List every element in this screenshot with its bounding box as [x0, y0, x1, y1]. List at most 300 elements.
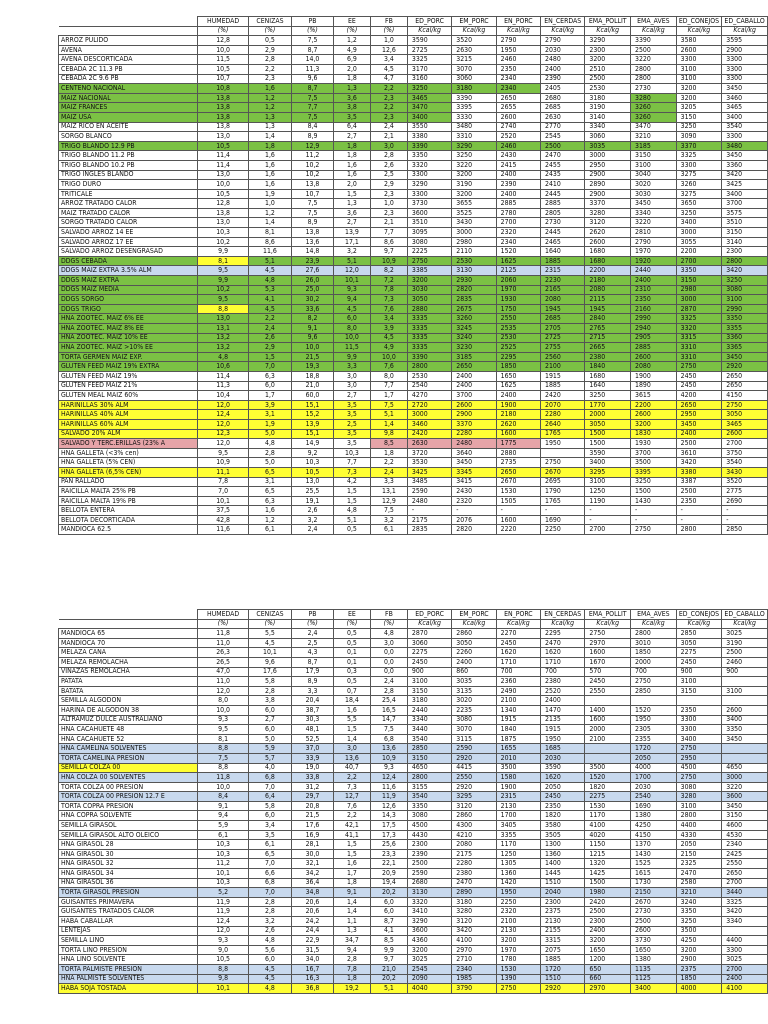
value-cell: 1850: [496, 362, 540, 372]
value-cell: 1700: [631, 773, 677, 783]
units-header-row: [59, 619, 768, 629]
value-cell: 1885: [541, 256, 585, 266]
value-cell: 3180: [585, 93, 631, 103]
value-cell: 8,8: [198, 964, 249, 974]
table-row: [59, 352, 768, 362]
value-cell: 2730: [631, 84, 677, 94]
table-row: [59, 974, 768, 984]
value-cell: 4020: [585, 830, 631, 840]
value-cell: 33,9: [292, 753, 334, 763]
column-header-cell: HUMEDAD: [198, 610, 249, 620]
value-cell: 8,8: [198, 763, 249, 773]
value-cell: 19,2: [333, 984, 370, 994]
value-cell: [722, 677, 768, 687]
value-cell: 42,1: [333, 821, 370, 831]
value-cell: 10,5: [198, 189, 249, 199]
value-cell: 11,6: [248, 247, 291, 257]
value-cell: 3060: [407, 638, 451, 648]
value-cell: 2340: [496, 84, 540, 94]
value-cell: 0,5: [333, 525, 370, 535]
ingredient-name-cell: BATATA: [59, 686, 198, 696]
value-cell: 2600: [722, 429, 768, 439]
value-cell: 3450: [722, 84, 768, 94]
value-cell: 7,5: [292, 112, 334, 122]
value-cell: 3250: [722, 276, 768, 286]
value-cell: 1,4: [370, 419, 407, 429]
value-cell: 8,8: [198, 744, 249, 754]
value-cell: 7,0: [198, 487, 249, 497]
value-cell: 3,3: [292, 686, 334, 696]
value-cell: 10,8: [198, 84, 249, 94]
ingredient-name-cell: BELLOTA DECORTICADA: [59, 515, 198, 525]
ingredient-name-cell: SORGO BLANCO: [59, 132, 198, 142]
value-cell: 3215: [452, 55, 496, 65]
value-cell: 2550: [452, 773, 496, 783]
value-cell: 3450: [722, 352, 768, 362]
value-cell: 7,3: [333, 782, 370, 792]
value-cell: 1,5: [333, 725, 370, 735]
value-cell: 12,9: [370, 496, 407, 506]
value-cell: 3520: [452, 36, 496, 46]
value-cell: 7,5: [198, 753, 249, 763]
value-cell: 2880: [496, 448, 540, 458]
value-cell: 2860: [452, 811, 496, 821]
value-cell: 7,0: [248, 362, 291, 372]
value-cell: 2270: [496, 629, 540, 639]
value-cell: 2800: [631, 74, 677, 84]
table-row: [59, 648, 768, 658]
table-row: [59, 725, 768, 735]
value-cell: 3220: [452, 160, 496, 170]
value-cell: 2100: [496, 696, 540, 706]
value-cell: 6,8: [248, 878, 291, 888]
value-cell: 3,5: [333, 400, 370, 410]
value-cell: 2885: [541, 199, 585, 209]
value-cell: 20,6: [292, 897, 334, 907]
value-cell: 3185: [452, 352, 496, 362]
value-cell: 3300: [722, 132, 768, 142]
value-cell: 3460: [407, 419, 451, 429]
value-cell: 2500: [631, 45, 677, 55]
value-cell: 3170: [407, 64, 451, 74]
value-cell: 1445: [541, 869, 585, 879]
value-cell: 1930: [496, 295, 540, 305]
value-cell: 1840: [585, 362, 631, 372]
value-cell: 2870: [676, 304, 722, 314]
value-cell: 3200: [676, 84, 722, 94]
value-cell: 11,8: [198, 629, 249, 639]
value-cell: 2695: [541, 477, 585, 487]
table-row: [59, 448, 768, 458]
value-cell: 3200: [676, 945, 722, 955]
value-cell: 3250: [407, 84, 451, 94]
value-cell: 3230: [452, 343, 496, 353]
value-cell: 4000: [676, 984, 722, 994]
value-cell: 1625: [496, 256, 540, 266]
value-cell: 1770: [585, 400, 631, 410]
value-cell: 1,4: [248, 218, 291, 228]
table-row: [59, 955, 768, 965]
value-cell: 2445: [541, 189, 585, 199]
table-row: [59, 237, 768, 247]
value-cell: 12,8: [198, 36, 249, 46]
value-cell: 3400: [676, 218, 722, 228]
value-cell: 4650: [722, 763, 768, 773]
value-cell: 2300: [722, 247, 768, 257]
value-cell: 27,6: [292, 266, 334, 276]
table-row: [59, 773, 768, 783]
value-cell: 2,8: [248, 897, 291, 907]
value-cell: 1340: [496, 705, 540, 715]
value-cell: 2455: [541, 160, 585, 170]
value-cell: 2600: [676, 45, 722, 55]
table-row: [59, 936, 768, 946]
value-cell: 2750: [631, 525, 677, 535]
table-row: [59, 638, 768, 648]
value-cell: 3315: [676, 333, 722, 343]
value-cell: 3345: [452, 467, 496, 477]
value-cell: 3390: [452, 93, 496, 103]
value-cell: 1320: [585, 859, 631, 869]
table-row: [59, 55, 768, 65]
value-cell: 2400: [541, 64, 585, 74]
value-cell: 2160: [631, 304, 677, 314]
value-cell: 10,3: [198, 228, 249, 238]
value-cell: 2280: [452, 429, 496, 439]
value-cell: 3655: [452, 199, 496, 209]
value-cell: 2650: [496, 93, 540, 103]
value-cell: 3,0: [333, 744, 370, 754]
value-cell: 2420: [407, 429, 451, 439]
value-cell: -: [407, 506, 451, 516]
value-cell: 2545: [407, 964, 451, 974]
value-cell: 3290: [585, 36, 631, 46]
column-header-cell: ED_PORC: [407, 610, 451, 620]
value-cell: 9,6: [248, 657, 291, 667]
ingredient-name-cell: MAIZ RICO EN ACEITE: [59, 122, 198, 132]
value-cell: 3100: [631, 160, 677, 170]
value-cell: 2500: [676, 487, 722, 497]
value-cell: 2800: [631, 64, 677, 74]
ingredient-name-cell: CENTENO NACIONAL: [59, 84, 198, 94]
value-cell: 3200: [631, 419, 677, 429]
value-cell: 1250: [585, 487, 631, 497]
ingredient-name-cell: DDGS CEBADA: [59, 256, 198, 266]
value-cell: 13,0: [198, 132, 249, 142]
value-cell: 2600: [452, 400, 496, 410]
column-header-cell: EE: [333, 610, 370, 620]
value-cell: 4,8: [370, 629, 407, 639]
value-cell: 2970: [585, 984, 631, 994]
table-row: [59, 821, 768, 831]
value-cell: 3025: [722, 629, 768, 639]
value-cell: 2,6: [248, 333, 291, 343]
ingredient-name-cell: MELAZA CAÑA: [59, 648, 198, 658]
value-cell: 17,6: [292, 821, 334, 831]
value-cell: 3035: [452, 677, 496, 687]
value-cell: 2,2: [370, 103, 407, 113]
value-cell: 3120: [452, 801, 496, 811]
value-cell: 6,1: [198, 830, 249, 840]
value-cell: 4,5: [370, 64, 407, 74]
value-cell: 2800: [631, 629, 677, 639]
value-cell: 3580: [676, 36, 722, 46]
ingredient-name-cell: RAICILLA MALTA 25% PB: [59, 487, 198, 497]
ingredient-name-cell: TORTA GIRASOL PRESION: [59, 888, 198, 898]
value-cell: 2415: [496, 160, 540, 170]
value-cell: 1780: [496, 955, 540, 965]
value-cell: 1640: [541, 247, 585, 257]
value-cell: 3310: [676, 352, 722, 362]
table-row: [59, 696, 768, 706]
value-cell: 3400: [722, 189, 768, 199]
value-cell: -: [722, 515, 768, 525]
value-cell: 3325: [676, 314, 722, 324]
value-cell: 1380: [631, 811, 677, 821]
value-cell: 2470: [541, 638, 585, 648]
value-cell: 2500: [585, 74, 631, 84]
value-cell: 8,8: [198, 304, 249, 314]
value-cell: 3150: [676, 276, 722, 286]
value-cell: 1710: [541, 657, 585, 667]
value-cell: 10,0: [198, 705, 249, 715]
value-cell: [722, 753, 768, 763]
ingredient-name-cell: SORGO TRATADO CALOR: [59, 218, 198, 228]
value-cell: 3,6: [333, 208, 370, 218]
value-cell: 3025: [722, 955, 768, 965]
value-cell: 3325: [722, 897, 768, 907]
value-cell: 2450: [676, 371, 722, 381]
value-cell: 1620: [541, 648, 585, 658]
value-cell: 9,7: [370, 955, 407, 965]
value-cell: 1950: [496, 888, 540, 898]
ingredient-name-cell: HARINILLAS 60% ALM: [59, 419, 198, 429]
value-cell: 2470: [452, 878, 496, 888]
value-cell: 1600: [496, 515, 540, 525]
value-cell: 700: [541, 667, 585, 677]
value-cell: 2500: [722, 648, 768, 658]
value-cell: -: [676, 506, 722, 516]
value-cell: 2135: [541, 715, 585, 725]
value-cell: 3400: [585, 458, 631, 468]
value-cell: 0,5: [333, 677, 370, 687]
value-cell: 3440: [407, 725, 451, 735]
value-cell: 2230: [541, 276, 585, 286]
ingredient-name-cell: HARINILLAS 30% ALM: [59, 400, 198, 410]
value-cell: 32,1: [292, 859, 334, 869]
table-row: [59, 830, 768, 840]
value-cell: 3300: [676, 725, 722, 735]
value-cell: 2,2: [333, 811, 370, 821]
value-cell: 9,1: [333, 888, 370, 898]
value-cell: 2725: [541, 333, 585, 343]
value-cell: 25,4: [370, 696, 407, 706]
value-cell: 2600: [631, 410, 677, 420]
value-cell: 2460: [496, 141, 540, 151]
value-cell: 6,0: [333, 314, 370, 324]
value-cell: 1890: [631, 381, 677, 391]
value-cell: 3320: [407, 160, 451, 170]
column-header-cell: EM_PORC: [452, 17, 496, 27]
column-header-cell: EN_CERDAS: [541, 610, 585, 620]
value-cell: 2735: [496, 458, 540, 468]
table-row: [59, 753, 768, 763]
unit-header-cell: Kcal/kg: [496, 619, 540, 629]
feed-table-1: [58, 16, 768, 535]
value-cell: 3525: [452, 208, 496, 218]
table-row: [59, 487, 768, 497]
value-cell: 8,1: [248, 228, 291, 238]
value-cell: 12,4: [198, 410, 249, 420]
value-cell: 4,5: [248, 304, 291, 314]
unit-header-cell: (%): [198, 619, 249, 629]
value-cell: 1,3: [333, 84, 370, 94]
value-cell: 660: [585, 974, 631, 984]
value-cell: 3300: [722, 74, 768, 84]
value-cell: 14,7: [370, 715, 407, 725]
value-cell: 3480: [722, 141, 768, 151]
ingredient-name-cell: ARROZ PULIDO: [59, 36, 198, 46]
table-row: [59, 333, 768, 343]
value-cell: 6,5: [248, 467, 291, 477]
value-cell: 3360: [722, 333, 768, 343]
value-cell: 1625: [496, 381, 540, 391]
ingredient-name-cell: ARROZ TRATADO CALOR: [59, 199, 198, 209]
ingredient-name-cell: HNA GALLETA (<3% cen): [59, 448, 198, 458]
table-row: [59, 496, 768, 506]
value-cell: 2810: [631, 228, 677, 238]
value-cell: 2,7: [248, 715, 291, 725]
value-cell: 1875: [496, 734, 540, 744]
header-blank-cell: [59, 619, 198, 629]
ingredient-name-cell: DDGS MAIZ EXTRA 3.5% ALM: [59, 266, 198, 276]
value-cell: 3400: [722, 715, 768, 725]
value-cell: 3095: [407, 228, 451, 238]
table-row: [59, 734, 768, 744]
value-cell: 3590: [541, 763, 585, 773]
value-cell: 11,1: [198, 467, 249, 477]
value-cell: 2,4: [248, 324, 291, 334]
table-row: [59, 926, 768, 936]
value-cell: 1,5: [333, 487, 370, 497]
value-cell: 2750: [676, 362, 722, 372]
value-cell: 0,1: [333, 648, 370, 658]
value-cell: 2340: [496, 237, 540, 247]
value-cell: 3280: [452, 907, 496, 917]
value-cell: 3180: [452, 84, 496, 94]
value-cell: 700: [631, 667, 677, 677]
value-cell: 3,3: [370, 477, 407, 487]
value-cell: 1730: [631, 878, 677, 888]
value-cell: 1,5: [248, 352, 291, 362]
value-cell: 1360: [541, 849, 585, 859]
ingredient-name-cell: HNA ZOOTEC. MAIZ 8% EE: [59, 324, 198, 334]
value-cell: -: [585, 506, 631, 516]
value-cell: 1580: [496, 773, 540, 783]
value-cell: 2620: [585, 228, 631, 238]
value-cell: 4200: [676, 391, 722, 401]
value-cell: 3400: [676, 734, 722, 744]
value-cell: 2750: [585, 629, 631, 639]
column-header-cell: EN_PORC: [496, 17, 540, 27]
value-cell: 1885: [541, 955, 585, 965]
value-cell: 1,8: [333, 151, 370, 161]
unit-header-cell: Kcal/kg: [676, 619, 722, 629]
value-cell: 19,4: [370, 878, 407, 888]
value-cell: 3010: [631, 638, 677, 648]
value-cell: 26,5: [198, 657, 249, 667]
value-cell: 16,9: [292, 830, 334, 840]
value-cell: 38,7: [292, 705, 334, 715]
unit-header-cell: Kcal/kg: [452, 619, 496, 629]
value-cell: 3,0: [370, 141, 407, 151]
value-cell: -: [496, 506, 540, 516]
value-cell: 6,1: [370, 525, 407, 535]
unit-header-cell: (%): [333, 26, 370, 36]
value-cell: 1400: [585, 705, 631, 715]
value-cell: 2545: [541, 132, 585, 142]
value-cell: 18,4: [333, 696, 370, 706]
value-cell: 3030: [407, 285, 451, 295]
value-cell: 1530: [496, 487, 540, 497]
ingredient-name-cell: MAIZ FRANCES: [59, 103, 198, 113]
value-cell: 10,2: [292, 160, 334, 170]
ingredient-name-cell: TORTA CAMELINA PRESION: [59, 753, 198, 763]
table-row: [59, 859, 768, 869]
value-cell: 3610: [676, 448, 722, 458]
ingredient-name-cell: HNA PALMISTE SOLVENTES: [59, 974, 198, 984]
value-cell: 2315: [541, 266, 585, 276]
value-cell: 2165: [541, 285, 585, 295]
value-cell: 2680: [407, 878, 451, 888]
value-cell: 1640: [585, 381, 631, 391]
value-cell: 1840: [496, 725, 540, 735]
value-cell: 2550: [722, 859, 768, 869]
value-cell: 4250: [676, 936, 722, 946]
value-cell: 2990: [631, 314, 677, 324]
value-cell: 34,0: [292, 955, 334, 965]
value-cell: -: [541, 506, 585, 516]
value-cell: 7,3: [333, 467, 370, 477]
value-cell: 3300: [676, 160, 722, 170]
ingredient-name-cell: HNA GALLETA (5% CEN): [59, 458, 198, 468]
value-cell: 3540: [407, 734, 451, 744]
value-cell: 7,6: [333, 801, 370, 811]
value-cell: 2350: [676, 705, 722, 715]
value-cell: [541, 448, 585, 458]
value-cell: 33,6: [292, 304, 334, 314]
value-cell: 3355: [722, 324, 768, 334]
value-cell: 2,9: [248, 45, 291, 55]
unit-header-cell: Kcal/kg: [631, 26, 677, 36]
value-cell: 34,2: [292, 869, 334, 879]
value-cell: 3100: [676, 74, 722, 84]
value-cell: 3000: [676, 295, 722, 305]
value-cell: 2540: [407, 381, 451, 391]
value-cell: 15,1: [292, 400, 334, 410]
value-cell: 3425: [407, 467, 451, 477]
value-cell: [722, 696, 768, 706]
value-cell: 9,9: [198, 247, 249, 257]
ingredient-name-cell: DDGS MAIZ MEDIA: [59, 285, 198, 295]
value-cell: 23,9: [292, 256, 334, 266]
value-cell: 3210: [676, 888, 722, 898]
value-cell: 2080: [585, 285, 631, 295]
ingredient-name-cell: HNA CACAHUETE 52: [59, 734, 198, 744]
value-cell: 17,3: [370, 830, 407, 840]
value-cell: 2,1: [370, 218, 407, 228]
value-cell: 3430: [722, 467, 768, 477]
